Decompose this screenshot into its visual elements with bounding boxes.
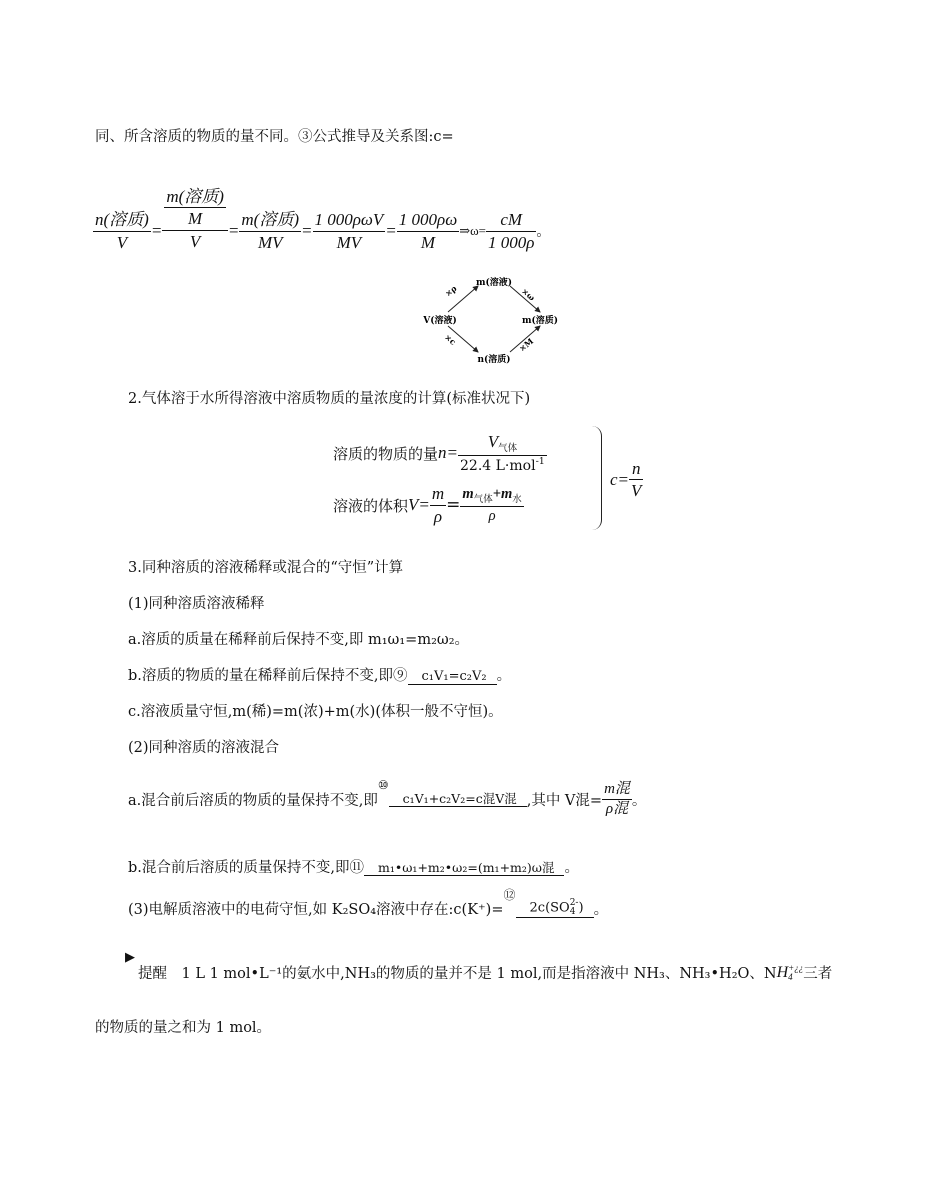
formula-frac-5: $\frac{1 000\rho\omega}{M}$: [398, 210, 458, 252]
formula-frac-4: $\frac{\text{1 000ρωV}}{MV}$: [314, 210, 384, 252]
circled-num-12: ⑫: [503, 888, 516, 902]
tip-marker-icon: ▶: [125, 950, 135, 965]
volume-row: 溶液的体积 V= $\frac{m}{\rho}$ = $\frac{m_{气体}+m_水}{\rho}$: [333, 484, 522, 526]
formula-frac-6: $\frac{cM}{1 000\rho}$: [487, 210, 535, 252]
node-right: m(溶质): [521, 316, 559, 326]
line-b1: b.溶质的物质的量在稀释前后保持不变,即⑨ c₁V₁=c₂V₂ 。: [128, 668, 512, 684]
edge-label-lb: ×c: [442, 331, 459, 347]
formula-frac-1: $\frac{\text{n(溶质)}}{V}$: [95, 210, 149, 252]
edge-label-rb: ×M: [516, 335, 536, 354]
line-a1: a.溶质的质量在稀释前后保持不变,即 m₁ω₁=m₂ω₂。: [128, 632, 470, 648]
answer-blank-10: c₁V₁+c₂V₂=c混V混: [389, 792, 527, 807]
circled-num-10: ⑩: [377, 778, 389, 793]
gas-formula-block: [333, 428, 613, 532]
line-b2: b.混合前后溶质的质量保持不变,即⑪ m₁•ω₁+m₂•ω₂=(m₁+m₂)ω混 。: [128, 860, 579, 876]
sub2-heading: (2)同种溶质的溶液混合: [128, 740, 280, 756]
node-left: V(溶液): [423, 316, 457, 326]
answer-blank-11: m₁•ω₁+m₂•ω₂=(m₁+m₂)ω混: [364, 861, 564, 876]
tip-line-1: 提醒 1 L 1 mol•L⁻¹的氨水中,NH₃的物质的量并不是 1 mol,而是指溶液中 NH₃、NH₃•H₂O、N H +¿¿ 4 三者: [138, 962, 833, 982]
node-top: m(溶液): [475, 278, 513, 288]
moles-row: 溶质的物质的量 n= $\frac{V_{气体}}{22.4 L\cdot mol^{-1}}$: [333, 431, 545, 474]
line-a2: a.混合前后溶质的物质的量保持不变,即 ⑩ c₁V₁+c₂V₂=c混V混 ,其中 V混= $\frac{\text{m混}}{\text{ρ混}}$ 。: [128, 778, 647, 817]
node-bottom: n(溶质): [477, 355, 511, 365]
intro-line: 同、所含溶质的物质的量不同。③公式推导及关系图:c=: [95, 129, 454, 145]
edge-label-lt: ×ρ: [442, 283, 459, 299]
edge-label-rt: ×ω: [519, 285, 538, 303]
line-3: (3)电解质溶液中的电荷守恒,如 K₂SO₄溶液中存在:c(K⁺)= ⑫ 2c(SO 2- 4 ) 。: [128, 888, 609, 918]
line-c1: c.溶液质量守恒,m(稀)=m(浓)+m(水)(体积一般不守恒)。: [128, 704, 503, 720]
answer-blank-12: 2c(SO 2- 4 ): [516, 899, 594, 918]
sec3-heading: 3.同种溶质的溶液稀释或混合的“守恒”计算: [128, 560, 404, 576]
relationship-diagram: [418, 272, 568, 370]
concentration-formula: c= $\frac{n}{V}$: [610, 459, 642, 501]
tip-line-2: 的物质的量之和为 1 mol。: [95, 1020, 272, 1036]
sec2-heading: 2.气体溶于水所得溶液中溶质物质的量浓度的计算(标准状况下): [128, 391, 531, 407]
answer-blank-9: c₁V₁=c₂V₂: [408, 670, 497, 685]
sub1-heading: (1)同种溶质溶液稀释: [128, 596, 265, 612]
formula-frac-3: $\frac{\text{m(溶质)}}{MV}$: [241, 210, 300, 252]
right-brace: [592, 426, 602, 530]
formula-chain: $\frac{\text{n(溶质)}}{V}$ = $\frac{\frac{\text{m(溶质)}}{M}}{V}$ = $\frac{\text{m(溶质)}}{MV}$ = $\frac{\text{1 000ρωV}}{MV}$ = $\frac{1 000\rho\omega}{M}$ ⇒ω= $\frac{cM}{1 000\rho}$ 。: [95, 187, 551, 252]
formula-frac-2: $\frac{\frac{\text{m(溶质)}}{M}}{V}$: [162, 186, 228, 252]
